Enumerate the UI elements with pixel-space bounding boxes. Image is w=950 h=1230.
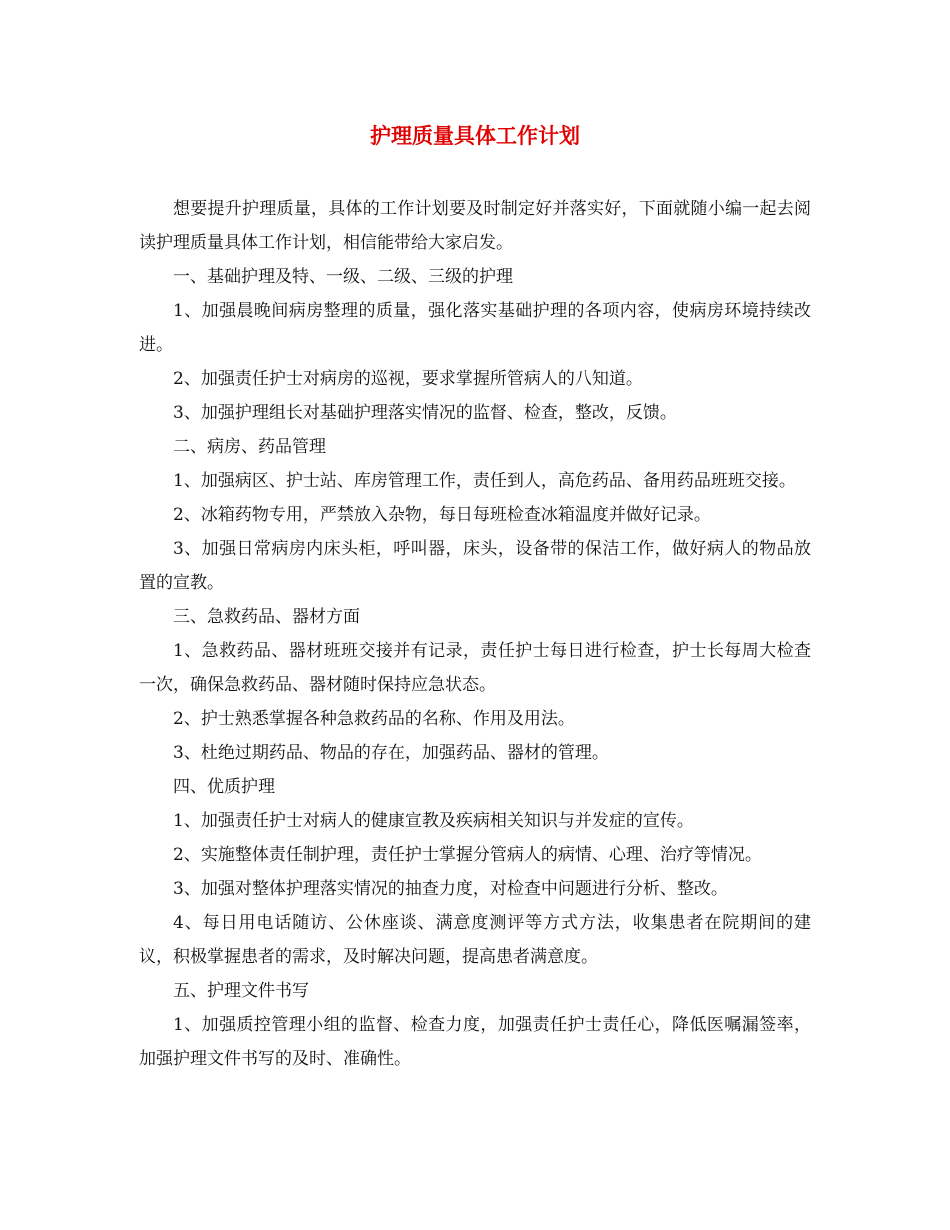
section-heading-1: 一、基础护理及特、一级、二级、三级的护理 xyxy=(173,267,513,287)
section-heading-2: 二、病房、药品管理 xyxy=(173,437,326,457)
paragraph: 2、护士熟悉掌握各种急救药品的名称、作用及用法。 xyxy=(173,709,575,729)
paragraph: 1、加强责任护士对病人的健康宣教及疾病相关知识与并发症的宣传。 xyxy=(173,811,694,831)
paragraph: 3、加强对整体护理落实情况的抽查力度，对检查中问题进行分析、整改。 xyxy=(173,879,728,899)
paragraph: 3、加强护理组长对基础护理落实情况的监督、检查，整改，反馈。 xyxy=(173,403,677,423)
paragraph: 2、实施整体责任制护理，责任护士掌握分管病人的病情、心理、治疗等情况。 xyxy=(173,845,762,865)
paragraph: 1、急救药品、器材班班交接并有记录，责任护士每日进行检查，护士长每周大检查一次，确保急救药品、器材随时保持应急状态。 xyxy=(139,641,811,695)
document-title: 护理质量具体工作计划 xyxy=(370,123,580,148)
paragraph: 3、加强日常病房内床头柜，呼叫器，床头，设备带的保洁工作，做好病人的物品放置的宣教。 xyxy=(139,539,811,593)
paragraph: 2、加强责任护士对病房的巡视，要求掌握所管病人的八知道。 xyxy=(173,369,643,389)
section-heading-5: 五、护理文件书写 xyxy=(173,981,309,1001)
section-heading-3: 三、急救药品、器材方面 xyxy=(173,607,360,627)
intro-paragraph: 想要提升护理质量，具体的工作计划要及时制定好并落实好，下面就随小编一起去阅读护理质量具体工作计划，相信能带给大家启发。 xyxy=(139,199,811,253)
paragraph: 3、杜绝过期药品、物品的存在，加强药品、器材的管理。 xyxy=(173,743,609,763)
paragraph: 1、加强质控管理小组的监督、检查力度，加强责任护士责任心，降低医嘱漏签率，加强护理文件书写的及时、准确性。 xyxy=(139,1015,811,1069)
paragraph: 4、每日用电话随访、公休座谈、满意度测评等方式方法，收集患者在院期间的建议，积极掌握患者的需求，及时解决问题，提高患者满意度。 xyxy=(139,913,811,967)
paragraph: 1、加强晨晚间病房整理的质量，强化落实基础护理的各项内容，使病房环境持续改进。 xyxy=(139,301,811,355)
paragraph: 1、加强病区、护士站、库房管理工作，责任到人，高危药品、备用药品班班交接。 xyxy=(173,471,796,491)
document-body xyxy=(139,192,811,1076)
section-heading-4: 四、优质护理 xyxy=(173,777,275,797)
paragraph: 2、冰箱药物专用，严禁放入杂物，每日每班检查冰箱温度并做好记录。 xyxy=(173,505,711,525)
